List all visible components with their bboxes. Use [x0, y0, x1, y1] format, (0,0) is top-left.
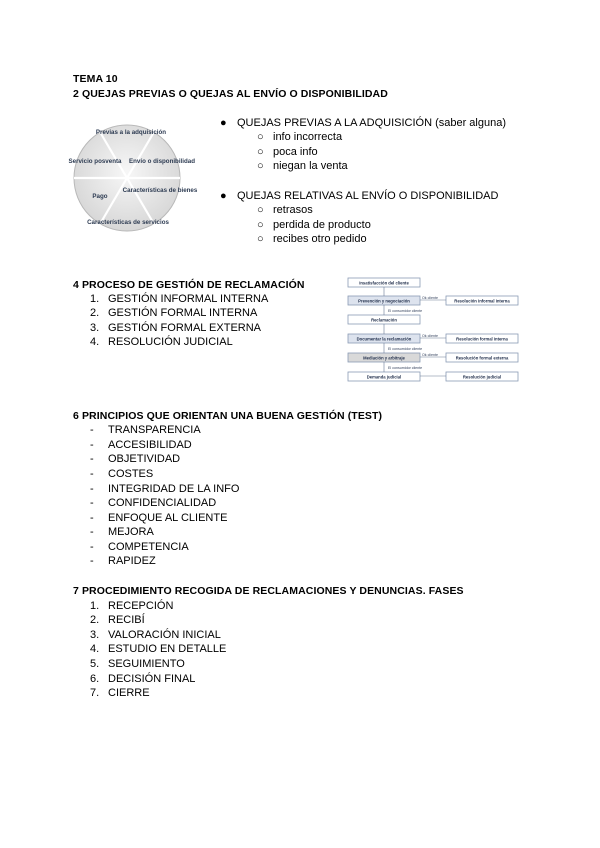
list-dash: -: [90, 424, 94, 436]
sub-bullet-circle: ○: [257, 131, 264, 143]
list-number: 1.: [90, 600, 100, 612]
list-dash: -: [90, 512, 94, 524]
sub-bullet-item: info incorrecta: [273, 131, 343, 143]
diagram-box: Resolución judicial: [462, 374, 502, 380]
list-dash: -: [90, 468, 94, 480]
diagram-note: Ok cliente: [422, 296, 438, 300]
sub-bullet-item: perdida de producto: [273, 219, 371, 231]
list-item: RECIBÍ: [108, 614, 145, 626]
list-number: 2.: [90, 307, 100, 319]
list-item: RAPIDEZ: [108, 555, 156, 567]
list-item: ACCESIBILIDAD: [108, 439, 192, 451]
list-dash: -: [90, 439, 94, 451]
diagram-note: Ok cliente: [422, 353, 438, 357]
list-number: 1.: [90, 293, 100, 305]
list-item: CONFIDENCIALIDAD: [108, 497, 217, 509]
diagram-box: Mediación y arbitraje: [363, 355, 405, 361]
sub-bullet-circle: ○: [257, 219, 264, 231]
diagram-box: Documentar la reclamación: [356, 336, 412, 342]
sub-bullet-circle: ○: [257, 233, 264, 245]
list-dash: -: [90, 497, 94, 509]
section4-heading: 4 PROCESO DE GESTIÓN DE RECLAMACIÓN: [73, 279, 305, 291]
complaint-process-diagram: [344, 275, 524, 387]
pie-label-previas: Previas a la adquisición: [95, 129, 167, 136]
diagram-box: Prevención y negociación: [358, 298, 410, 304]
diagram-box: Resolución informal interna: [454, 298, 510, 304]
bullet-dot: ●: [220, 190, 227, 202]
diagram-box: Reclamación: [371, 317, 397, 323]
list-number: 6.: [90, 673, 100, 685]
list-item: RECEPCIÓN: [108, 600, 174, 612]
sub-bullet-item: poca info: [273, 146, 318, 158]
diagram-box: Demanda judicial: [366, 374, 402, 380]
list-item: CIERRE: [108, 687, 150, 699]
sub-bullet-item: recibes otro pedido: [273, 233, 367, 245]
list-item: COSTES: [108, 468, 154, 480]
list-item: GESTIÓN FORMAL INTERNA: [108, 307, 258, 319]
bullet-dot: ●: [220, 117, 227, 129]
diagram-box: Resolución formal externa: [455, 355, 509, 361]
list-item: OBJETIVIDAD: [108, 453, 181, 465]
diagram-note: El consumidor cliente: [388, 347, 423, 351]
diagram-box: Resolución formal interna: [456, 336, 508, 342]
diagram-note: El consumidor cliente: [388, 366, 423, 370]
pie-label-posventa: Servicio posventa: [68, 158, 122, 165]
list-item: TRANSPARENCIA: [108, 424, 201, 436]
sub-bullet-circle: ○: [257, 204, 264, 216]
list-item: GESTIÓN FORMAL EXTERNA: [108, 322, 262, 334]
list-dash: -: [90, 555, 94, 567]
list-number: 3.: [90, 322, 100, 334]
section2-heading: 2 QUEJAS PREVIAS O QUEJAS AL ENVÍO O DISPONIBILIDAD: [73, 88, 388, 100]
pie-label-pago: Pago: [92, 193, 108, 200]
list-dash: -: [90, 526, 94, 538]
bullet-item: QUEJAS PREVIAS A LA ADQUISICIÓN (saber alguna): [237, 117, 507, 129]
list-dash: -: [90, 483, 94, 495]
pie-label-servicios: Características de servicios: [87, 219, 169, 226]
sub-bullet-item: niegan la venta: [273, 160, 348, 172]
list-number: 3.: [90, 629, 100, 641]
sub-bullet-circle: ○: [257, 160, 264, 172]
complaint-types-pie: [68, 114, 198, 244]
sub-bullet-circle: ○: [257, 146, 264, 158]
list-item: INTEGRIDAD DE LA INFO: [108, 483, 240, 495]
list-item: ESTUDIO EN DETALLE: [108, 643, 227, 655]
diagram-note: El consumidor cliente: [388, 309, 423, 313]
list-dash: -: [90, 541, 94, 553]
list-number: 7.: [90, 687, 100, 699]
diagram-box: Insatisfacción del cliente: [359, 280, 409, 286]
list-item: DECISIÓN FINAL: [108, 673, 196, 685]
section6-heading: 6 PRINCIPIOS QUE ORIENTAN UNA BUENA GESTIÓN (TEST): [73, 410, 383, 422]
list-number: 5.: [90, 658, 100, 670]
list-item: MEJORA: [108, 526, 154, 538]
bullet-item: QUEJAS RELATIVAS AL ENVÍO O DISPONIBILIDAD: [237, 190, 499, 202]
list-number: 4.: [90, 336, 100, 348]
page-title: TEMA 10: [73, 73, 118, 85]
sub-bullet-item: retrasos: [273, 204, 313, 216]
list-number: 4.: [90, 643, 100, 655]
section7-heading: 7 PROCEDIMIENTO RECOGIDA DE RECLAMACIONES Y DENUNCIAS. FASES: [73, 585, 464, 597]
list-item: SEGUIMIENTO: [108, 658, 185, 670]
list-item: COMPETENCIA: [108, 541, 189, 553]
list-item: VALORACIÓN INICIAL: [108, 629, 221, 641]
list-item: GESTIÓN INFORMAL INTERNA: [108, 293, 269, 305]
list-number: 2.: [90, 614, 100, 626]
list-item: ENFOQUE AL CLIENTE: [108, 512, 228, 524]
pie-label-envio: Envío o disponibilidad: [129, 158, 195, 165]
list-dash: -: [90, 453, 94, 465]
diagram-note: Ok cliente: [422, 334, 438, 338]
list-item: RESOLUCIÓN JUDICIAL: [108, 336, 233, 348]
pie-label-bienes: Características de bienes: [122, 187, 198, 194]
